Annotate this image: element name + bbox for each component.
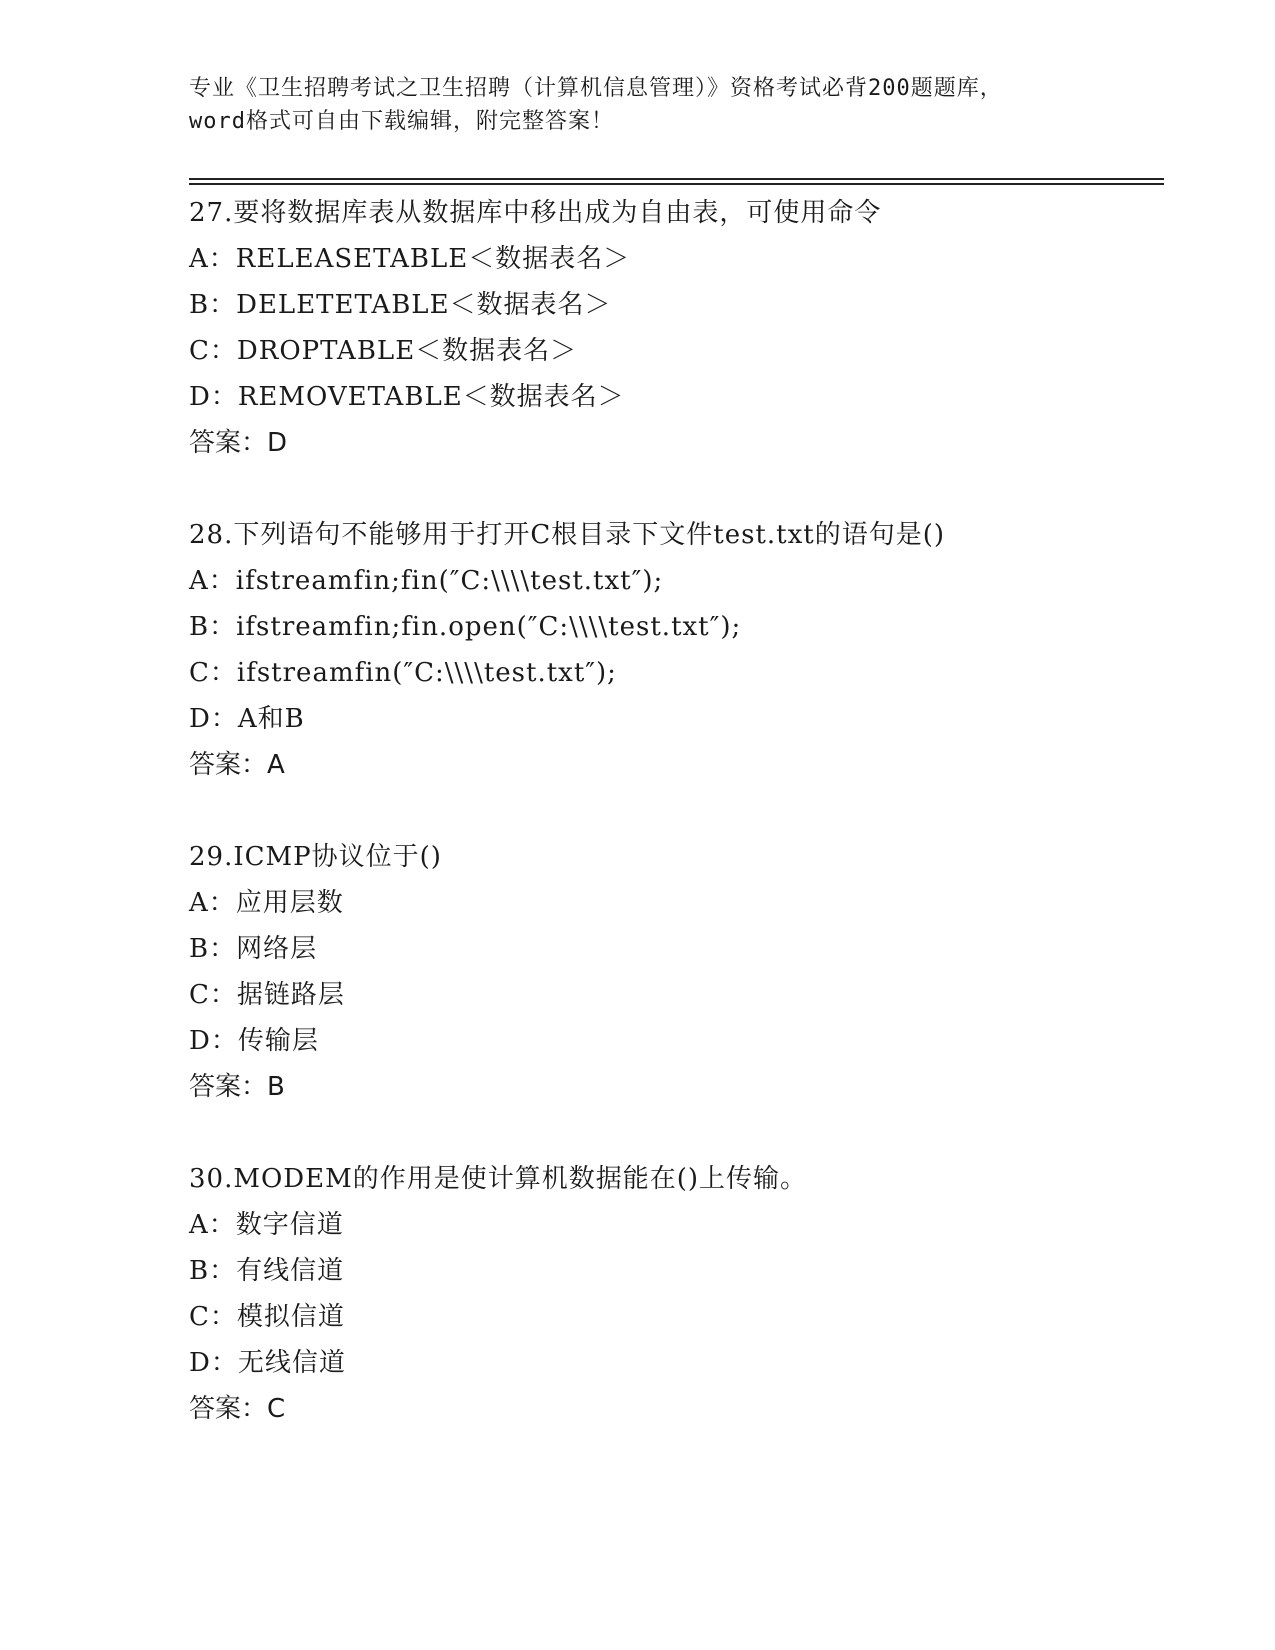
header-line-1: 专业《卫生招聘考试之卫生招聘（计算机信息管理）》资格考试必背200题题库， <box>189 76 1003 101</box>
answer-label: 答案：B <box>189 1072 285 1102</box>
header-divider-top <box>189 178 1164 180</box>
option-b: B：ifstreamfin;fin.open(″C:\\\\test.txt″); <box>189 612 742 642</box>
question-27 <box>189 190 1164 466</box>
option-b: B：DELETETABLE＜数据表名＞ <box>189 290 612 320</box>
option-a: A：应用层数 <box>189 888 344 918</box>
header-divider-bottom <box>189 183 1164 185</box>
question-stem: 30.MODEM的作用是使计算机数据能在()上传输。 <box>189 1164 808 1194</box>
option-c: C：ifstreamfin(″C:\\\\test.txt″); <box>189 658 617 688</box>
option-a: A：RELEASETABLE＜数据表名＞ <box>189 244 631 274</box>
option-c: C：模拟信道 <box>189 1302 345 1332</box>
question-stem: 27.要将数据库表从数据库中移出成为自由表，可使用命令 <box>189 198 882 228</box>
option-b: B：有线信道 <box>189 1256 345 1286</box>
option-a: A：ifstreamfin;fin(″C:\\\\test.txt″); <box>189 566 664 596</box>
question-30 <box>189 1156 1164 1432</box>
question-list <box>189 190 1164 1478</box>
option-d: D：A和B <box>189 704 305 734</box>
option-d: D：REMOVETABLE＜数据表名＞ <box>189 382 625 412</box>
option-d: D：无线信道 <box>189 1348 346 1378</box>
option-a: A：数字信道 <box>189 1210 344 1240</box>
question-stem: 28.下列语句不能够用于打开C根目录下文件test.txt的语句是() <box>189 520 945 550</box>
answer-label: 答案：C <box>189 1394 286 1424</box>
answer-label: 答案：A <box>189 750 285 780</box>
document-header <box>189 72 1089 138</box>
option-c: C：据链路层 <box>189 980 345 1010</box>
header-line-2: word格式可自由下载编辑，附完整答案！ <box>189 109 614 134</box>
question-stem: 29.ICMP协议位于() <box>189 842 442 872</box>
option-c: C：DROPTABLE＜数据表名＞ <box>189 336 578 366</box>
option-b: B：网络层 <box>189 934 318 964</box>
question-29 <box>189 834 1164 1110</box>
answer-label: 答案：D <box>189 428 288 458</box>
question-28 <box>189 512 1164 788</box>
option-d: D：传输层 <box>189 1026 319 1056</box>
